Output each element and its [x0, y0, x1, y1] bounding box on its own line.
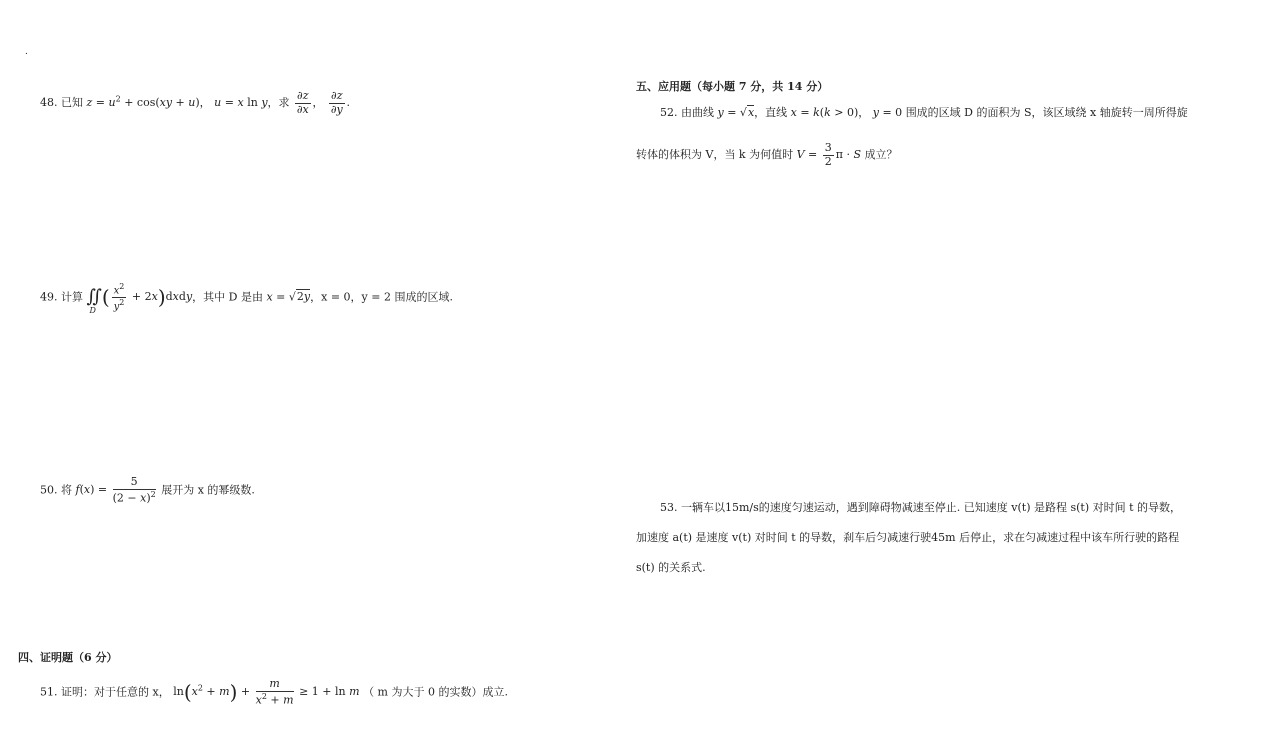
question-53-text-3: s(t) 的关系式. [636, 561, 706, 574]
question-51 [40, 678, 508, 707]
question-53-text-2: 加速度 a(t) 是速度 v(t) 对时间 t 的导数，刹车后匀减速行驶45m 后停止，求在匀减速过程中该车所行驶的路程 [636, 531, 1180, 544]
question-49 [40, 282, 453, 316]
question-48-prefix: 已知 [61, 96, 83, 110]
question-53-line-3 [636, 562, 706, 573]
question-52-number: 52. [660, 106, 678, 119]
question-50-number: 50. [40, 483, 58, 497]
question-53-number: 53. [660, 501, 678, 514]
question-52-text-e: 转体的体积为 V，当 k 为何值时 [636, 148, 794, 162]
question-52-text-c: ， [858, 106, 870, 119]
question-48-ask: ，求 [267, 96, 290, 110]
question-52-line-1 [660, 107, 1188, 118]
question-53-line-2 [636, 532, 1179, 543]
question-52-text-f: 成立？ [864, 148, 898, 162]
question-52-curve: y = √x [717, 106, 755, 119]
question-48-end: . [346, 96, 351, 110]
question-48-mid: ， [199, 96, 211, 110]
question-50-text: 展开为 x 的幂级数. [161, 483, 255, 497]
question-49-tail: ，x = 0，y = 2 围成的区域. [310, 290, 453, 304]
question-53-line-1 [660, 502, 1181, 513]
question-48-formula-z: $z = u^2 + \cos(xy + u)$ [86, 94, 200, 110]
question-51-tail: （ m 为大于 0 的实数）成立. [363, 685, 508, 699]
question-48-partial-y: $\frac{\partial z}{\partial y}$ [330, 89, 343, 116]
question-50-formula: f(x) = $\frac{5}{(2 - x)^2}$ [75, 475, 156, 505]
section-4-heading: 四、证明题（6 分） [18, 651, 118, 664]
question-51-prefix: 证明：对于任意的 x， [61, 685, 170, 699]
question-49-formula-curve: x = √2y [266, 290, 311, 304]
question-49-integral: ∬ D ( $\frac{x^2}{y^2}$ + 2x)dxdy [86, 282, 193, 316]
question-52-volume-eq: V = $\frac{3}{2}$ π · S [796, 141, 862, 168]
question-53-text-1: 一辆车以15m/s的速度匀速运动，遇到障碍物减速至停止. 已知速度 v(t) 是路程 s(t) 对时间 t 的导数， [681, 501, 1182, 514]
question-51-number: 51. [40, 685, 58, 699]
question-52-line-2 [636, 142, 898, 168]
question-48-formula-u: u = x ln y [214, 96, 268, 110]
question-52-text-a: 由曲线 [681, 106, 714, 119]
question-48-sep: ， [312, 96, 324, 110]
question-51-formula: $\ln(x^2 + m)$ + $\frac{m}{x^2 + m}$ ≥ 1 + ln m [173, 677, 360, 707]
section-5-heading: 五、应用题（每小题 7 分，共 14 分） [636, 80, 829, 93]
question-52-text-d: 围成的区域 D 的面积为 S，该区域绕 x 轴旋转一周所得旋 [905, 106, 1188, 119]
question-49-prefix: 计算 [61, 290, 83, 304]
stray-mark: . [25, 47, 28, 57]
question-50-prefix: 将 [61, 483, 72, 497]
question-52-y-eq: y = 0 [872, 106, 903, 119]
question-52-text-b: ，直线 [754, 106, 788, 119]
question-50 [40, 476, 255, 505]
question-49-text: ，其中 D 是由 [192, 290, 263, 304]
question-48-number: 48. [40, 96, 58, 110]
watermark [633, 354, 758, 466]
question-48-partial-x: $\frac{\partial z}{\partial x}$ [296, 89, 309, 116]
question-52-line-eq: x = k(k > 0) [790, 106, 859, 119]
question-48 [40, 90, 350, 116]
question-49-number: 49. [40, 290, 58, 304]
